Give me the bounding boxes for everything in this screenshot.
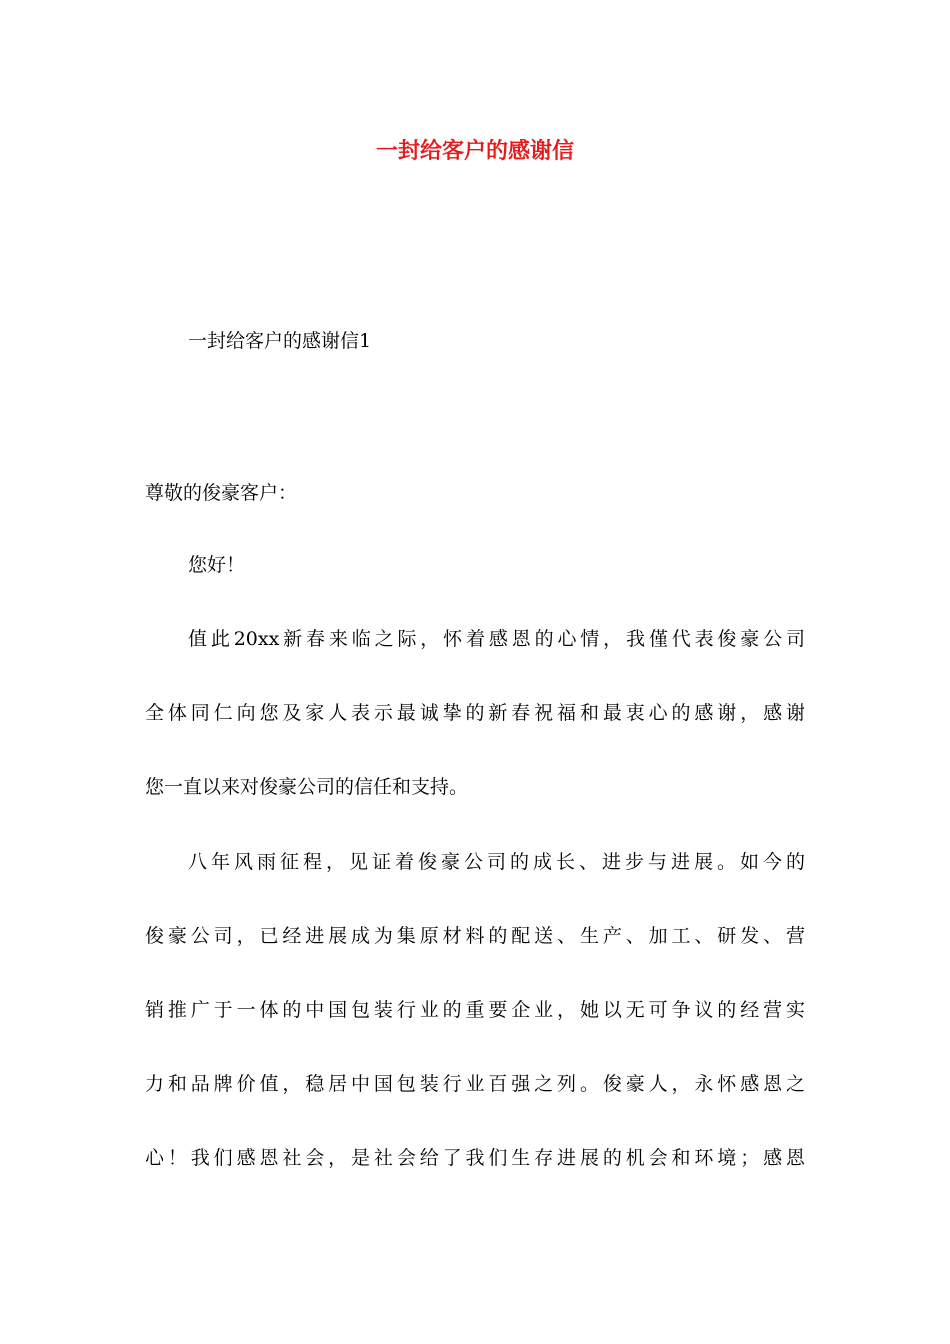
- paragraph-line: 力和品牌价值，稳居中国包装行业百强之列。俊豪人，永怀感恩之: [145, 1073, 805, 1095]
- paragraph-line: 俊豪公司，已经进展成为集原材料的配送、生产、加工、研发、营: [145, 925, 805, 947]
- paragraph-line: 值此20xx新春来临之际，怀着感恩的心情，我僅代表俊豪公司: [188, 628, 805, 650]
- paragraph-line: 销推广于一体的中国包装行业的重要企业，她以无可争议的经营实: [145, 999, 805, 1021]
- paragraph-line: 您一直以来对俊豪公司的信任和支持。: [145, 776, 469, 798]
- paragraph-line: 心！我们感恩社会，是社会给了我们生存进展的机会和环境；感恩: [145, 1147, 805, 1169]
- document-title: 一封给客户的感谢信: [375, 139, 574, 164]
- greeting: 您好！: [188, 554, 246, 576]
- paragraph-1: [145, 622, 805, 844]
- letter-subtitle: 一封给客户的感谢信1: [188, 330, 372, 352]
- paragraph-2: [145, 845, 805, 1215]
- paragraph-line: 全体同仁向您及家人表示最诚挚的新春祝福和最衷心的感谢，感谢: [145, 702, 805, 724]
- paragraph-line: 八年风雨征程，见证着俊豪公司的成长、进步与进展。如今的: [188, 851, 805, 873]
- salutation: 尊敬的俊豪客户：: [145, 482, 298, 504]
